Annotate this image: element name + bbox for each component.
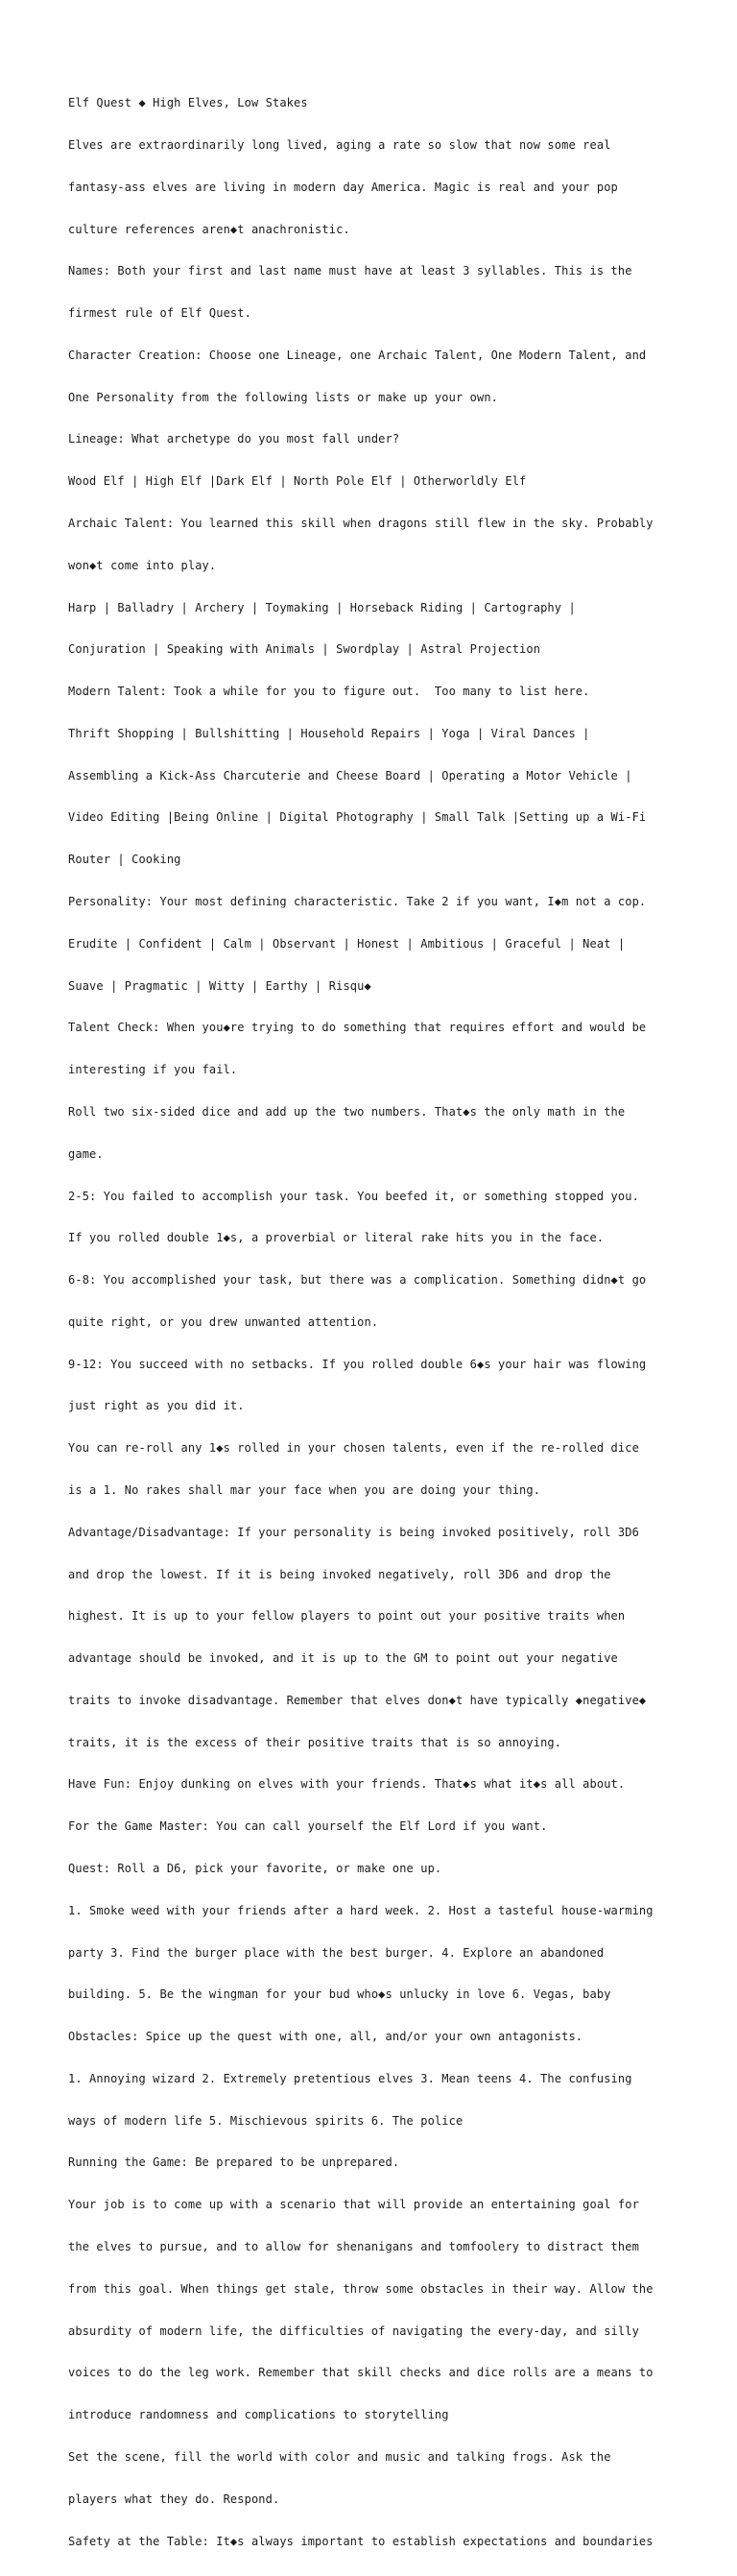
text-line: For the Game Master: You can call yourself the Elf Lord if you want.	[68, 1819, 548, 1834]
text-line: interesting if you fail.	[68, 1063, 238, 1077]
text-line: culture references aren◆t anachronistic.	[68, 222, 350, 236]
text-line: Assembling a Kick-Ass Charcuterie and Cheese Board | Operating a Motor Vehicle |	[68, 768, 632, 782]
text-line: 1. Smoke weed with your friends after a hard week. 2. Host a tasteful house-warming	[68, 1903, 654, 1917]
text-line: If you rolled double 1◆s, a proverbial or literal rake hits you in the face.	[68, 1231, 605, 1245]
text-line: Your job is to come up with a scenario that will provide an entertaining goal for	[68, 2198, 639, 2212]
text-line: won◆t come into play.	[68, 558, 217, 572]
text-line: Quest: Roll a D6, pick your favorite, or make one up.	[68, 1862, 442, 1875]
text-line: Thrift Shopping | Bullshitting | Household Repairs | Yoga | Viral Dances |	[68, 726, 590, 740]
text-line: and drop the lowest. If it is being invoked negatively, roll 3D6 and drop the	[68, 1567, 611, 1581]
text-line: highest. It is up to your fellow players to point out your positive traits when	[68, 1609, 626, 1624]
text-line: is a 1. No rakes shall mar your face when you are doing your thing.	[68, 1482, 541, 1497]
text-line: the elves to pursue, and to allow for shenanigans and tomfoolery to distract them	[68, 2240, 639, 2254]
text-line: 1. Annoying wizard 2. Extremely pretentious elves 3. Mean teens 4. The confusing	[68, 2071, 632, 2085]
text-line: fantasy-ass elves are living in modern day America. Magic is real and your pop	[68, 180, 618, 194]
text-line: building. 5. Be the wingman for your bud who◆s unlucky in love 6. Vegas, baby	[68, 1987, 611, 2002]
text-line: Have Fun: Enjoy dunking on elves with your friends. That◆s what it◆s all about.	[68, 1777, 626, 1792]
text-line: from this goal. When things get stale, throw some obstacles in their way. Allow the	[68, 2281, 654, 2296]
text-line: Personality: Your most defining characteristic. Take 2 if you want, I◆m not a cop.	[68, 895, 647, 909]
text-line: Names: Both your first and last name must have at least 3 syllables. This is the	[68, 264, 632, 278]
text-line: Suave | Pragmatic | Witty | Earthy | Risqu◆	[68, 978, 371, 993]
text-line: absurdity of modern life, the difficulties of navigating the every-day, and silly	[68, 2323, 639, 2338]
text-line: ways of modern life 5. Mischievous spirits 6. The police	[68, 2113, 464, 2128]
text-line: firmest rule of Elf Quest.	[68, 306, 251, 321]
text-line: 2-5: You failed to accomplish your task. You beefed it, or something stopped you.	[68, 1189, 639, 1203]
text-line: Lineage: What archetype do you most fall under?	[68, 432, 400, 446]
text-line: You can re-roll any 1◆s rolled in your chosen talents, even if the re-rolled dice	[68, 1441, 639, 1456]
text-line: party 3. Find the burger place with the best burger. 4. Explore an abandoned	[68, 1945, 605, 1960]
text-line: Wood Elf | High Elf |Dark Elf | North Pole Elf | Otherworldly Elf	[68, 474, 527, 489]
text-line: Conjuration | Speaking with Animals | Swordplay | Astral Projection	[68, 642, 541, 657]
document-text	[68, 68, 682, 2576]
title-line: Elf Quest ◆ High Elves, Low Stakes	[68, 96, 308, 110]
text-line: just right as you did it.	[68, 1399, 245, 1413]
text-line: Set the scene, fill the world with color and music and talking frogs. Ask the	[68, 2449, 611, 2464]
text-line: voices to do the leg work. Remember that skill checks and dice rolls are a means to	[68, 2366, 654, 2380]
text-line: introduce randomness and complications to storytelling	[68, 2408, 449, 2422]
text-line: One Personality from the following lists or make up your own.	[68, 390, 499, 404]
text-line: players what they do. Respond.	[68, 2492, 280, 2506]
text-line: Router | Cooking	[68, 853, 181, 867]
text-line: traits to invoke disadvantage. Remember that elves don◆t have typically ◆negative◆	[68, 1693, 647, 1707]
text-line: Roll two six-sided dice and add up the two numbers. That◆s the only math in the	[68, 1104, 626, 1119]
text-line: quite right, or you drew unwanted attention.	[68, 1314, 379, 1329]
text-line: traits, it is the excess of their positive traits that is so annoying.	[68, 1735, 562, 1749]
text-line: Video Editing |Being Online | Digital Photography | Small Talk |Setting up a Wi-Fi	[68, 810, 647, 825]
text-line: 9-12: You succeed with no setbacks. If you rolled double 6◆s your hair was flowing	[68, 1357, 647, 1371]
text-line: Elves are extraordinarily long lived, aging a rate so slow that now some real	[68, 137, 611, 152]
text-line: Obstacles: Spice up the quest with one, all, and/or your own antagonists.	[68, 2030, 583, 2044]
text-line: Advantage/Disadvantage: If your personality is being invoked positively, roll 3D6	[68, 1525, 639, 1539]
text-line: advantage should be invoked, and it is up to the GM to point out your negative	[68, 1651, 618, 1666]
text-line: Modern Talent: Took a while for you to figure out. Too many to list here.	[68, 685, 590, 699]
text-line: 6-8: You accomplished your task, but there was a complication. Something didn◆t go	[68, 1273, 647, 1288]
text-line: Harp | Balladry | Archery | Toymaking | Horseback Riding | Cartography |	[68, 600, 576, 614]
text-line: Talent Check: When you◆re trying to do something that requires effort and would be	[68, 1021, 647, 1035]
text-line: Safety at the Table: It◆s always important to establish expectations and boundaries	[68, 2534, 654, 2548]
text-line: Running the Game: Be prepared to be unprepared.	[68, 2155, 400, 2170]
text-line: Archaic Talent: You learned this skill when dragons still flew in the sky. Probably	[68, 517, 654, 530]
text-line: Character Creation: Choose one Lineage, one Archaic Talent, One Modern Talent, and	[68, 348, 647, 362]
text-line: game.	[68, 1146, 104, 1161]
text-line: Erudite | Confident | Calm | Observant | Honest | Ambitious | Graceful | Neat |	[68, 936, 626, 951]
